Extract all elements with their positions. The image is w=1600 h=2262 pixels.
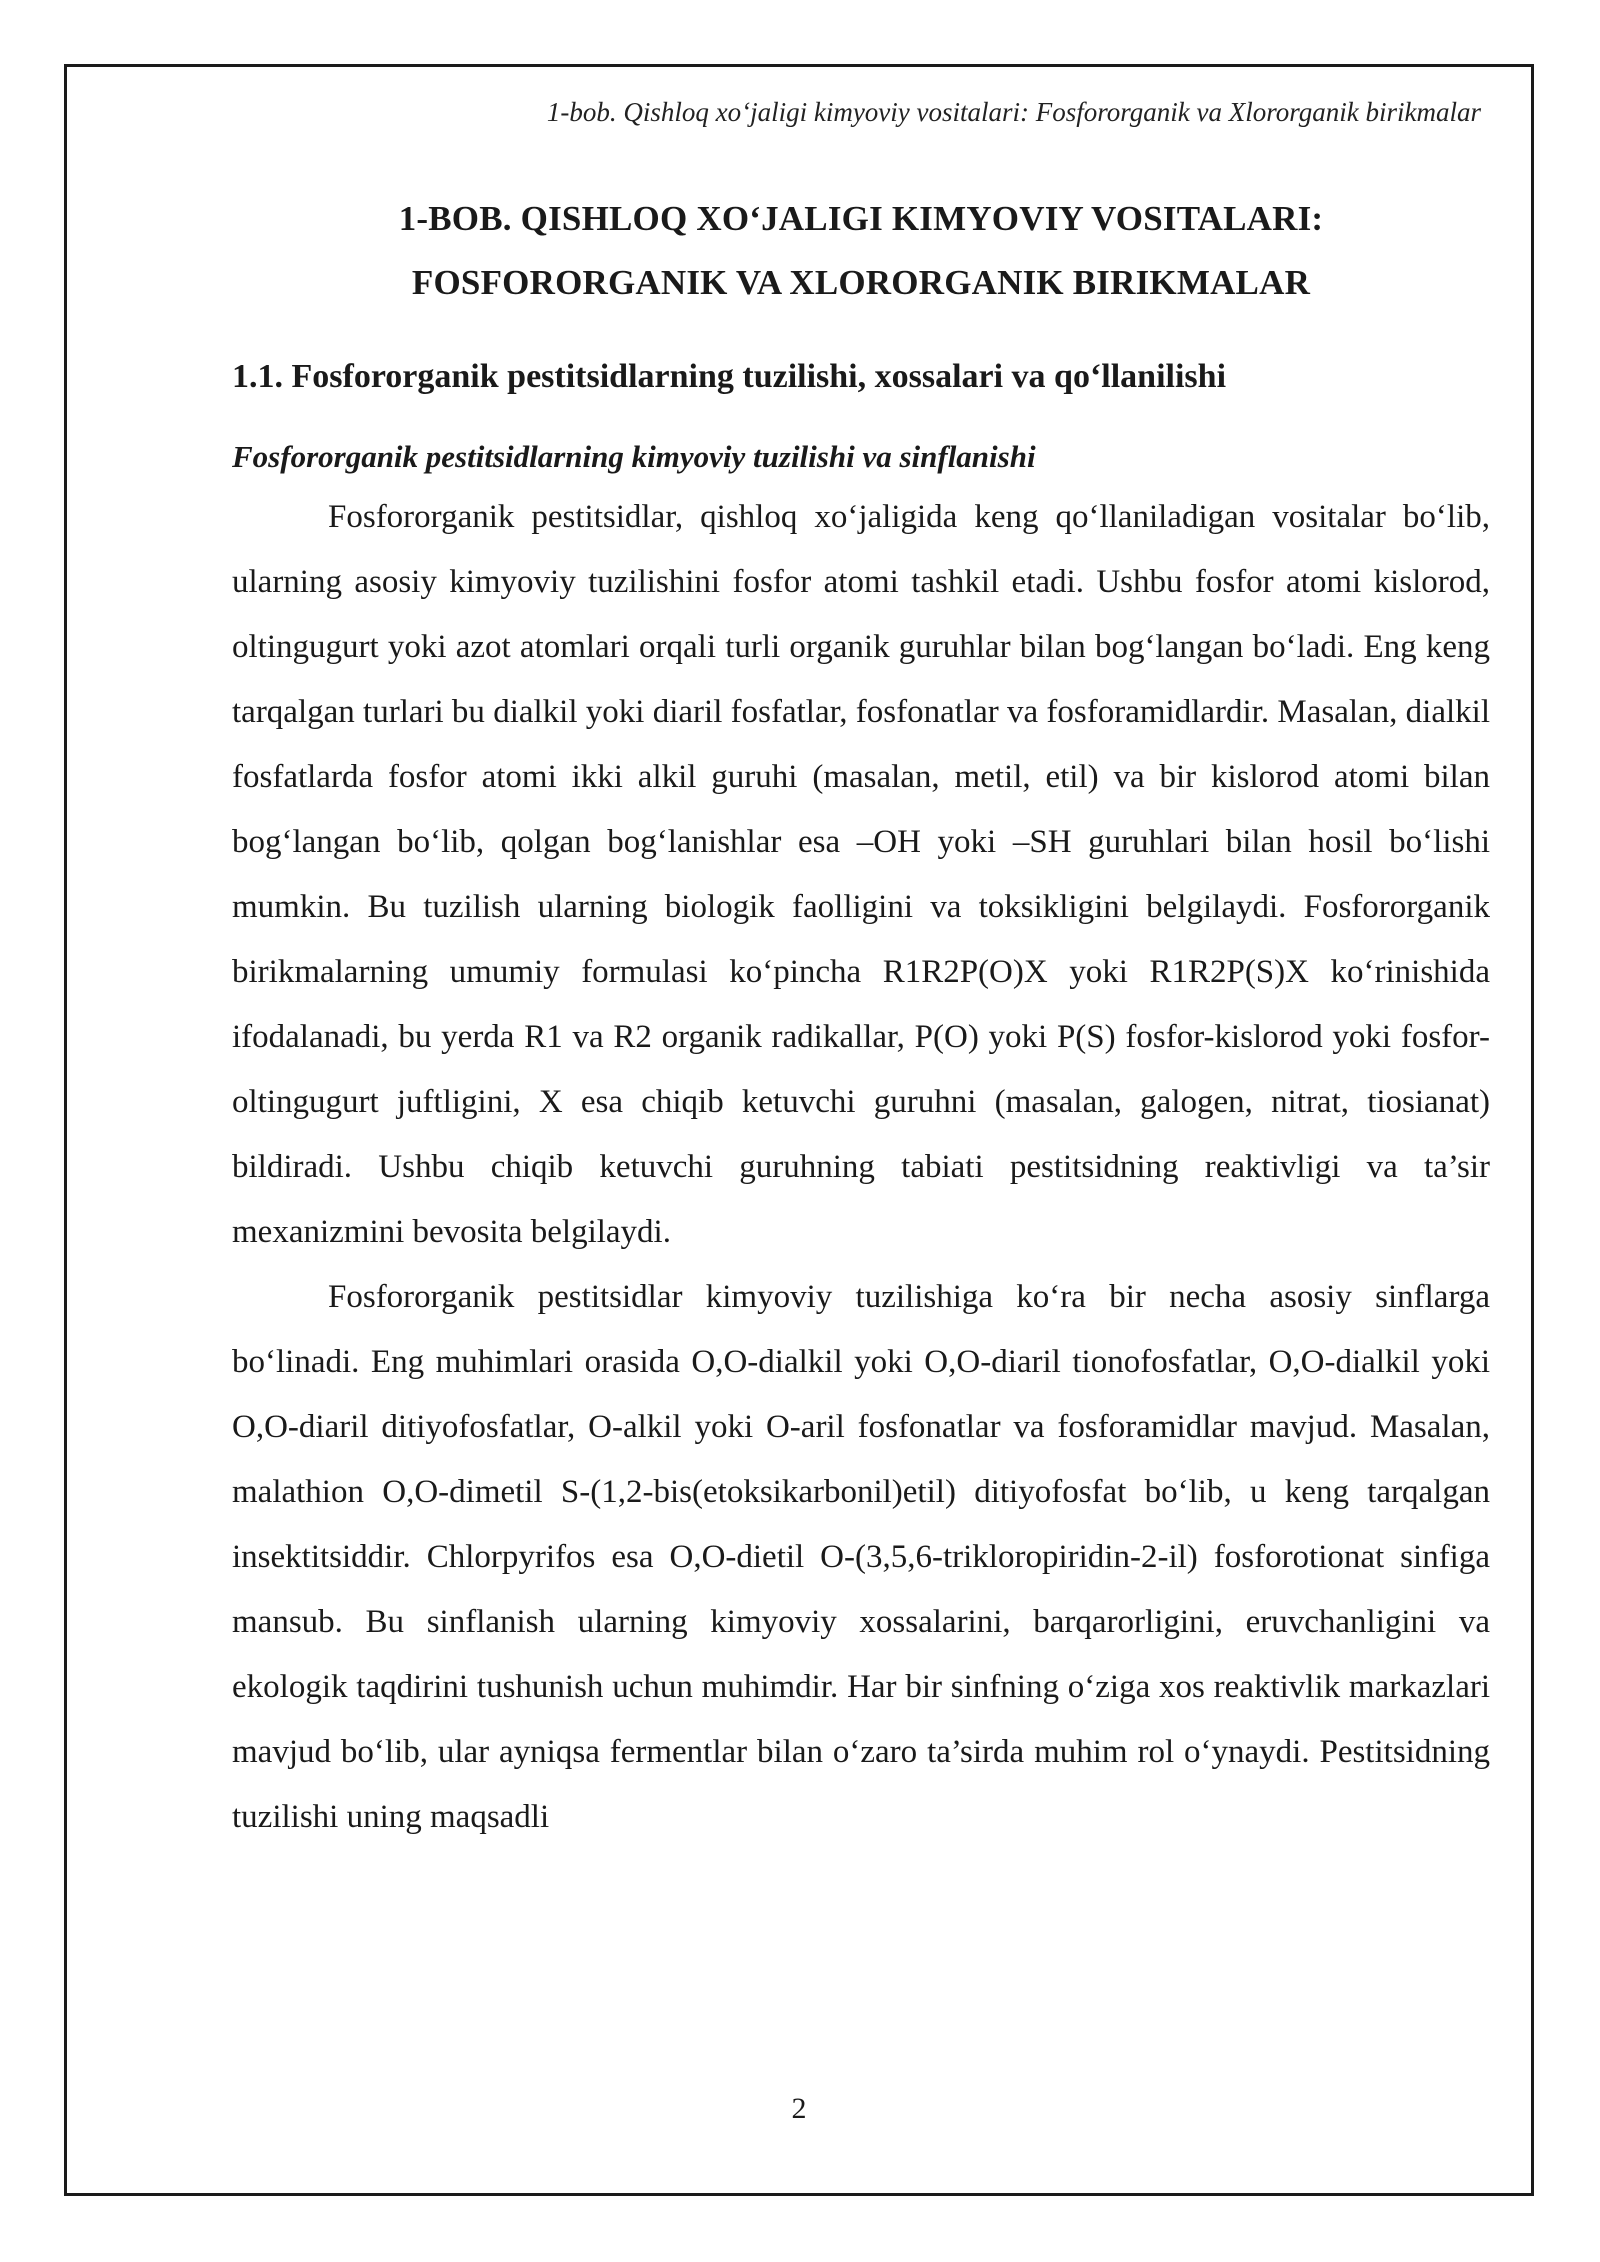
body-paragraph-1: Fosfororganik pestitsidlar, qishloq xo‘jaligida keng qo‘llaniladigan vositalar bo‘lib, ularning asosiy kimyoviy tuzilishini fosfor atomi tashkil etadi. Ushbu fosfor atomi kislorod, oltingugurt yoki azot atomlari orqali turli organik guruhlar bilan bog‘langan bo‘ladi. Eng keng tarqalgan turlari bu dialkil yoki diaril fosfatlar, fosfonatlar va fosforamidlardir. Masalan, dialkil fosfatlarda fosfor atomi ikki alkil guruhi (masalan, metil, etil) va bir kislorod atomi bilan bog‘langan bo‘lib, qolgan bog‘lanishlar esa –OH yoki –SH guruhlari bilan hosil bo‘lishi mumkin. Bu tuzilish ularning biologik faolligini va toksikligini belgilaydi. Fosfororganik birikmalarning umumiy formulasi ko‘pincha R1R2P(O)X yoki R1R2P(S)X ko‘rinishida ifodalanadi, bu yerda R1 va R2 organik radikallar, P(O) yoki P(S) fosfor-kislorod yoki fosfor-oltingugurt juftligini, X esa chiqib ketuvchi guruhni (masalan, galogen, nitrat, tiosianat) bildiradi. Ushbu chiqib ketuvchi guruhning tabiati pestitsidning reaktivligi va ta’sir mexanizmini bevosita belgilaydi.: [232, 499, 1490, 1250]
section-title: 1.1. Fosfororganik pestitsidlarning tuzilishi, xossalari va qo‘llanilishi: [232, 358, 1227, 395]
running-header: 1-bob. Qishloq xo‘jaligi kimyoviy vositalari: Fosfororganik va Xlororganik birikmalar: [546, 97, 1481, 127]
body-paragraph-2: Fosfororganik pestitsidlar kimyoviy tuzilishiga ko‘ra bir necha asosiy sinflarga bo‘linadi. Eng muhimlari orasida O,O-dialkil yoki O,O-diaril tionofosfatlar, O,O-dialkil yoki O,O-diaril ditiyofosfatlar, O-alkil yoki O-aril fosfonatlar va fosforamidlar mavjud. Masalan, malathion O,O-dimetil S-(1,2-bis(etoksikarbonil)etil) ditiyofosfat bo‘lib, u keng tarqalgan insektitsiddir. Chlorpyrifos esa O,O-dietil O-(3,5,6-trikloropiridin-2-il) fosforotionat sinfiga mansub. Bu sinflanish ularning kimyoviy xossalarini, barqarorligini, eruvchanligini va ekologik taqdirini tushunish uchun muhimdir. Har bir sinfning o‘ziga xos reaktivlik markazlari mavjud bo‘lib, ular ayniqsa fermentlar bilan o‘zaro ta’sirda muhim rol o‘ynaydi. Pestitsidning tuzilishi uning maqsadli: [232, 1279, 1490, 1835]
chapter-title-line-1: 1-BOB. QISHLOQ XO‘JALIGI KIMYOVIY VOSITALARI:: [398, 199, 1324, 238]
page-number: 2: [791, 2092, 807, 2125]
subsection-title: Fosfororganik pestitsidlarning kimyoviy tuzilishi va sinflanishi: [232, 439, 1036, 474]
chapter-title: [232, 187, 1490, 315]
page-content: [232, 187, 1490, 1850]
chapter-title-line-2: FOSFORORGANIK VA XLORORGANIK BIRIKMALAR: [411, 263, 1311, 302]
page-frame: [64, 64, 1534, 2196]
